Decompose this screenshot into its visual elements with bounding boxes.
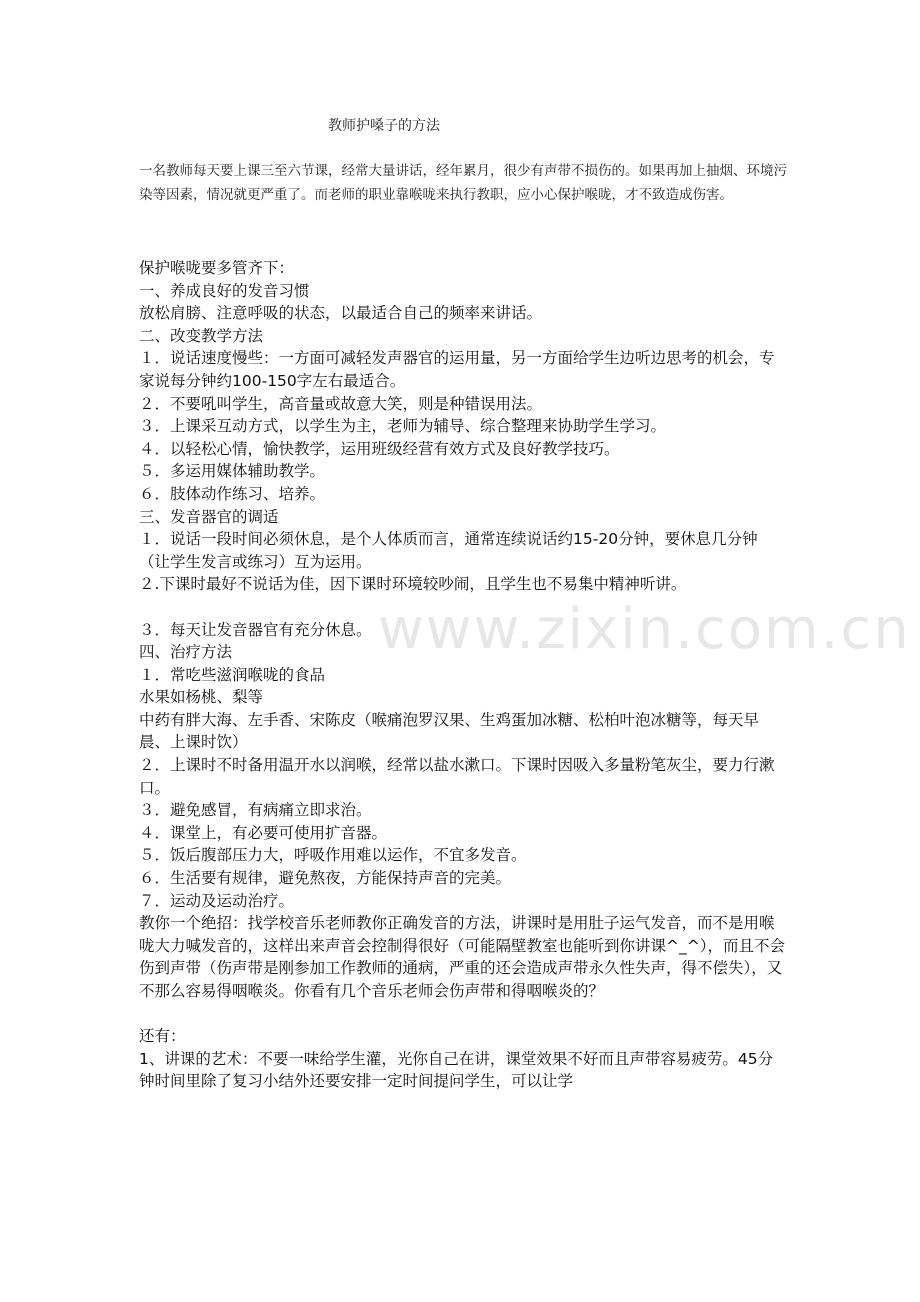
section-4-fruit: 水果如杨桃、梨等	[139, 688, 264, 707]
section-2-item-3: ３．上课采互动方式，以学生为主，老师为辅导、综合整理来协助学生学习。	[139, 417, 667, 436]
watermark: www.zixin.com.cn	[378, 597, 911, 662]
point-1-post: 分钟时间里除了复习小结外还要安排一定时间提问学生，可以让学	[139, 1049, 774, 1091]
section-4-item-3: ３．避免感冒，有病痛立即求治。	[139, 801, 372, 820]
document-body	[139, 257, 787, 1093]
section-2-item-5: ５．多运用媒体辅助教学。	[139, 462, 326, 481]
section-3-item-1-post: 分钟，要休息几分钟（让学生发言或练习）互为运用。	[139, 530, 758, 571]
section-2-item-6: ６．肢体动作练习、培养。	[139, 484, 326, 503]
section-4-item-5: ５．饭后腹部压力大，呼吸作用难以运作，不宜多发音。	[139, 846, 527, 865]
section-2-item-1	[139, 347, 787, 392]
tip-paragraph	[139, 912, 787, 1002]
point-1	[139, 1048, 787, 1093]
section-2-item-1-pre: １．说话速度慢些：一方面可减轻发声器官的运用量，另一方面给学生边听边思考的机会，专家说每分钟约	[139, 349, 775, 390]
section-4-herb: 中药有胖大海、左手香、宋陈皮（喉痛泡罗汉果、生鸡蛋加冰糖、松柏叶泡冰糖等，每天早晨、上课时饮）	[139, 710, 760, 752]
section-2-item-4: ４．以轻松心情，愉快教学，运用班级经营有效方式及良好教学技巧。	[139, 439, 620, 458]
section-4-item-7: ７．运动及运动治疗。	[139, 891, 295, 910]
document-title: 教师护嗓子的方法	[328, 118, 440, 134]
section-3-item-2: ２.下课时最好不说话为佳，因下课时环境较吵闹，且学生也不易集中精神听讲。	[139, 575, 687, 594]
duration-range: 15-20	[573, 530, 619, 549]
point-1-number: 1	[139, 1049, 149, 1068]
section-4-item-6: ６．生活要有规律，避免熬夜，方能保持声音的完美。	[139, 869, 512, 888]
point-1-pre: 、讲课的艺术：不要一味给学生灌，光你自己在讲，课堂效果不好而且声带容易疲劳。	[148, 1049, 738, 1068]
section-2-item-1-post: 字左右最适合。	[296, 371, 406, 390]
section-1-text: 放松肩膀、注意呼吸的状态，以最适合自己的频率来讲话。	[139, 304, 543, 323]
section-3-item-1	[139, 528, 787, 573]
section-2-title: 二、改变教学方法	[139, 326, 264, 345]
section-3-item-3: ３．每天让发音器官有充分休息。	[139, 620, 372, 639]
tip-post: ），而且不会伤到声带（伤声带是刚参加工作教师的通病，严重的还会造成声带永久性失声，得不偿失），又不那么容易得咽喉炎。你看有几个音乐老师会伤声带和得咽喉炎的？	[139, 936, 786, 1000]
section-1-title: 一、养成良好的发音习惯	[139, 281, 310, 300]
section-3-item-1-pre: １．说话一段时间必须休息，是个人体质而言，通常连续说话约	[139, 530, 574, 549]
tip-pre: 教你一个绝招：找学校音乐老师教你正确发音的方法，讲课时是用肚子运气发音，而不是用喉咙大力喊发音的，这样出来声音会控制得很好（可能隔壁教室也能听到你讲课	[139, 914, 775, 955]
speed-range: 100-150	[232, 371, 297, 390]
main-heading: 保护喉咙要多管齐下：	[139, 259, 295, 277]
section-3-title: 三、发音器官的调适	[139, 507, 279, 526]
blank-line	[139, 1003, 787, 1026]
section-2-item-2: ２．不要吼叫学生，高音量或故意大笑，则是种错误用法。	[139, 394, 543, 413]
section-4-item-2: ２．上课时不时备用温开水以润喉，经常以盐水漱口。下课时因吸入多量粉笔灰尘，要力行漱口。	[139, 756, 775, 797]
class-minutes: 45	[737, 1049, 758, 1068]
section-4-title: 四、治疗方法	[139, 643, 233, 662]
section-4-item-1: １．常吃些滋润喉咙的食品	[139, 665, 326, 684]
blank-line	[139, 596, 787, 619]
section-4-item-4: ４．课堂上，有必要可使用扩音器。	[139, 823, 388, 842]
intro-paragraph: 一名教师每天要上课三至六节课，经常大量讲话，经年累月，很少有声带不损伤的。如果再加上抽烟、环境污染等因素，情况就更严重了。而老师的职业靠喉咙来执行教职，应小心保护喉咙，才不致造成伤害。	[139, 163, 787, 203]
also-heading: 还有：	[139, 1027, 186, 1046]
tip-emoticon: ^_^	[666, 936, 700, 955]
